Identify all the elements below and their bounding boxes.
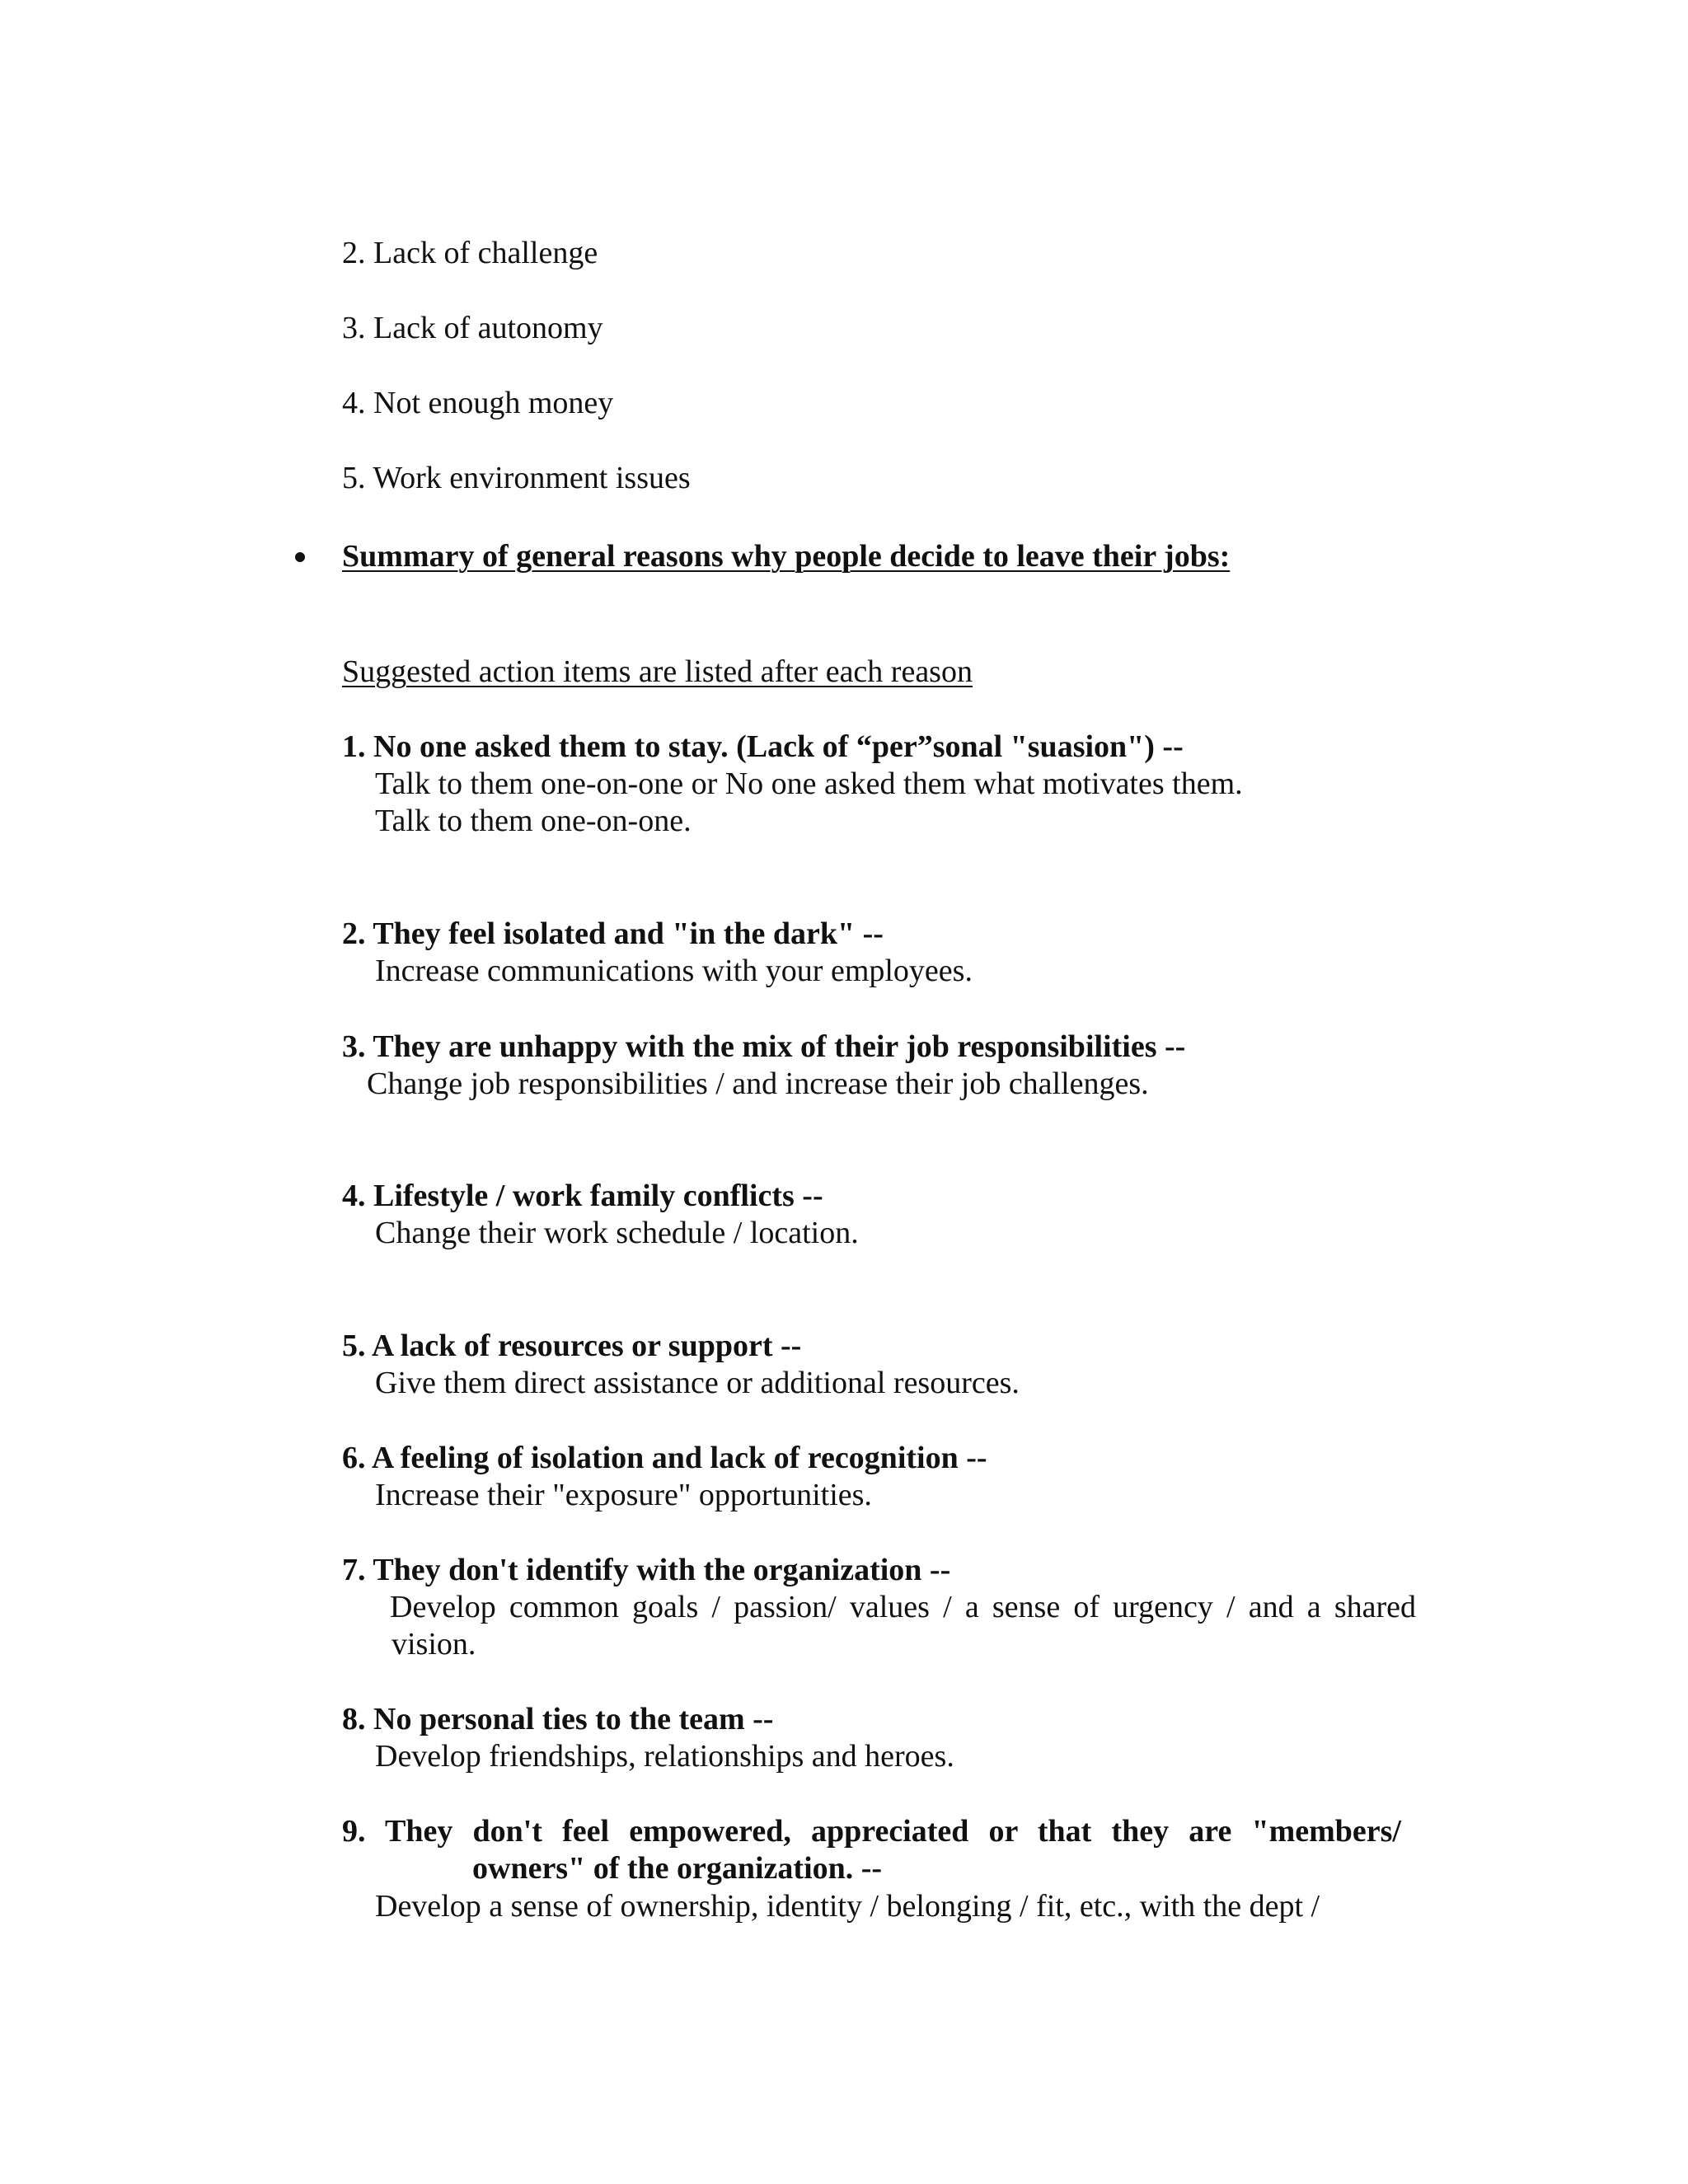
list-item: 3. Lack of autonomy [342,311,603,345]
reason-action: vision. [392,1627,476,1661]
reason-action: Increase their "exposure" opportunities. [375,1478,872,1512]
list-item: 4. Not enough money [342,386,614,420]
reason-title: 9. They don't feel empowered, appreciated or that they are "members/ [342,1814,1401,1849]
reason-title: 5. A lack of resources or support -- [342,1329,802,1363]
reason-action: Change their work schedule / location. [375,1216,859,1250]
reason-action: Give them direct assistance or additional resources. [375,1366,1020,1400]
reason-title-continued: owners" of the organization. -- [472,1851,883,1886]
reason-action: Develop common goals / passion/ values / a sense of urgency / and a shared [390,1590,1416,1624]
reason-action: Talk to them one-on-one or No one asked them what motivates them. [375,766,1243,801]
reason-action: Talk to them one-on-one. [375,804,692,838]
reason-action: Develop friendships, relationships and heroes. [375,1739,954,1774]
reason-action: Increase communications with your employees. [375,954,973,988]
reason-title: 2. They feel isolated and "in the dark" -- [342,916,884,951]
reason-action: Develop a sense of ownership, identity / belonging / fit, etc., with the dept / [375,1889,1320,1924]
reason-title: 7. They don't identify with the organization -- [342,1553,951,1587]
reason-title: 6. A feeling of isolation and lack of recognition -- [342,1441,987,1475]
reason-title: 3. They are unhappy with the mix of their job responsibilities -- [342,1029,1186,1064]
reason-title: 8. No personal ties to the team -- [342,1702,774,1736]
reason-title: 1. No one asked them to stay. (Lack of “per”sonal "suasion") -- [342,729,1184,764]
reason-action: Change job responsibilities / and increase their job challenges. [367,1066,1149,1101]
list-item: 2. Lack of challenge [342,236,598,270]
bullet-icon [295,552,305,562]
summary-heading: Summary of general reasons why people decide to leave their jobs: [342,539,1231,574]
subheading: Suggested action items are listed after each reason [342,654,973,689]
reason-title: 4. Lifestyle / work family conflicts -- [342,1179,823,1213]
list-item: 5. Work environment issues [342,461,691,495]
